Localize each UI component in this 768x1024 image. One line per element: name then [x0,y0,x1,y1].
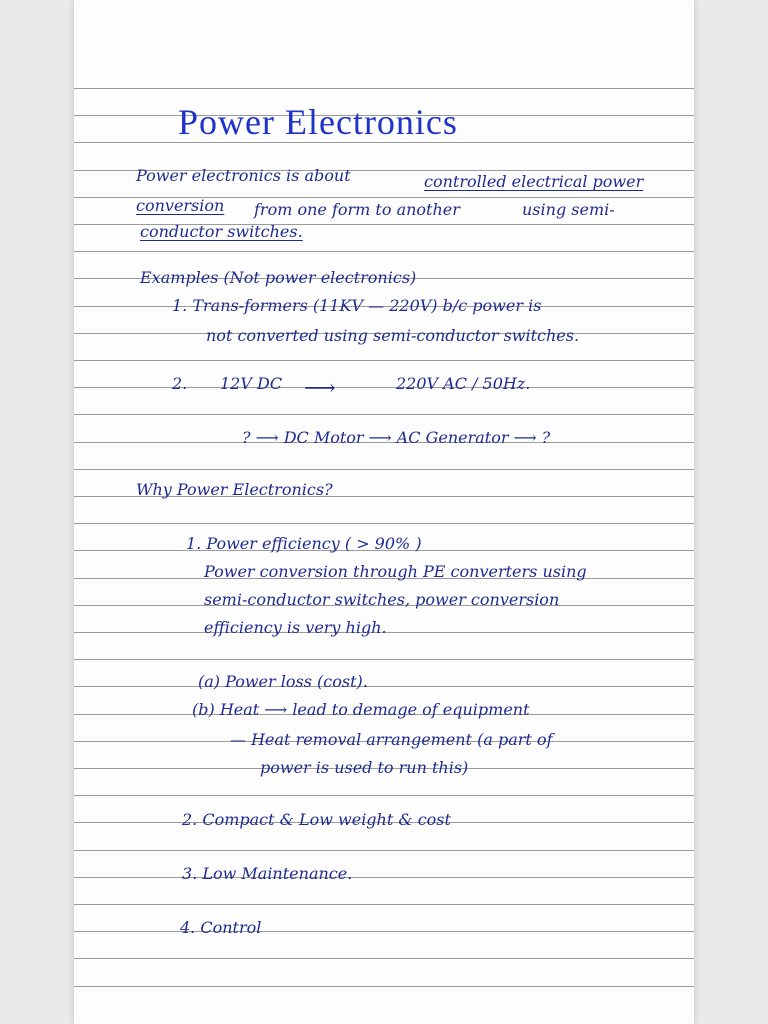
point-1-line-3: efficiency is very high. [204,618,387,637]
ruled-line [74,142,694,143]
point-1-b-sub-2: power is used to run this) [260,758,469,777]
intro-line-2b: from one form to another [254,200,460,219]
ruled-line [74,88,694,89]
ruled-line [74,986,694,987]
page-title: Power Electronics [178,102,458,142]
ruled-line [74,877,694,878]
intro-line-2a: conversion [136,196,225,215]
example-2-number: 2. [172,374,188,393]
ruled-line [74,958,694,959]
point-2: 2. Compact & Low weight & cost [182,810,451,829]
point-1-b-sub-1: — Heat removal arrangement (a part of [230,730,553,749]
ruled-line [74,523,694,524]
example-1-line-2: not converted using semi-conductor switches. [206,326,580,345]
ruled-line [74,659,694,660]
point-3: 3. Low Maintenance. [182,864,353,883]
ruled-line [74,795,694,796]
ruled-line [74,387,694,388]
arrow-icon: ⟶ [304,376,336,401]
ruled-line [74,469,694,470]
ruled-line [74,360,694,361]
intro-line-2c: using semi- [522,200,615,219]
conversion-chain: ? ⟶ DC Motor ⟶ AC Generator ⟶ ? [242,428,551,447]
ruled-line [74,904,694,905]
point-1-heading: 1. Power efficiency ( > 90% ) [186,534,422,553]
example-2-from: 12V DC [220,374,283,393]
examples-heading: Examples (Not power electronics) [140,268,417,287]
intro-line-1b: controlled electrical power [424,172,644,191]
why-heading: Why Power Electronics? [136,480,333,499]
ruled-line [74,931,694,932]
point-1-line-1: Power conversion through PE converters using [204,562,587,581]
ruled-line [74,251,694,252]
example-2-to: 220V AC / 50Hz. [396,374,531,393]
point-1-a: (a) Power loss (cost). [198,672,368,691]
point-1-line-2: semi-conductor switches, power conversion [204,590,560,609]
notebook-page [74,0,694,1024]
example-1-line-1: 1. Trans-formers (11KV — 220V) b/c power is [172,296,542,315]
ruled-line [74,686,694,687]
intro-line-3: conductor switches. [140,222,303,241]
point-4: 4. Control [180,918,262,937]
ruled-line [74,414,694,415]
point-1-b: (b) Heat ⟶ lead to demage of equipment [192,700,530,719]
intro-line-1a: Power electronics is about [136,166,351,185]
ruled-line [74,850,694,851]
